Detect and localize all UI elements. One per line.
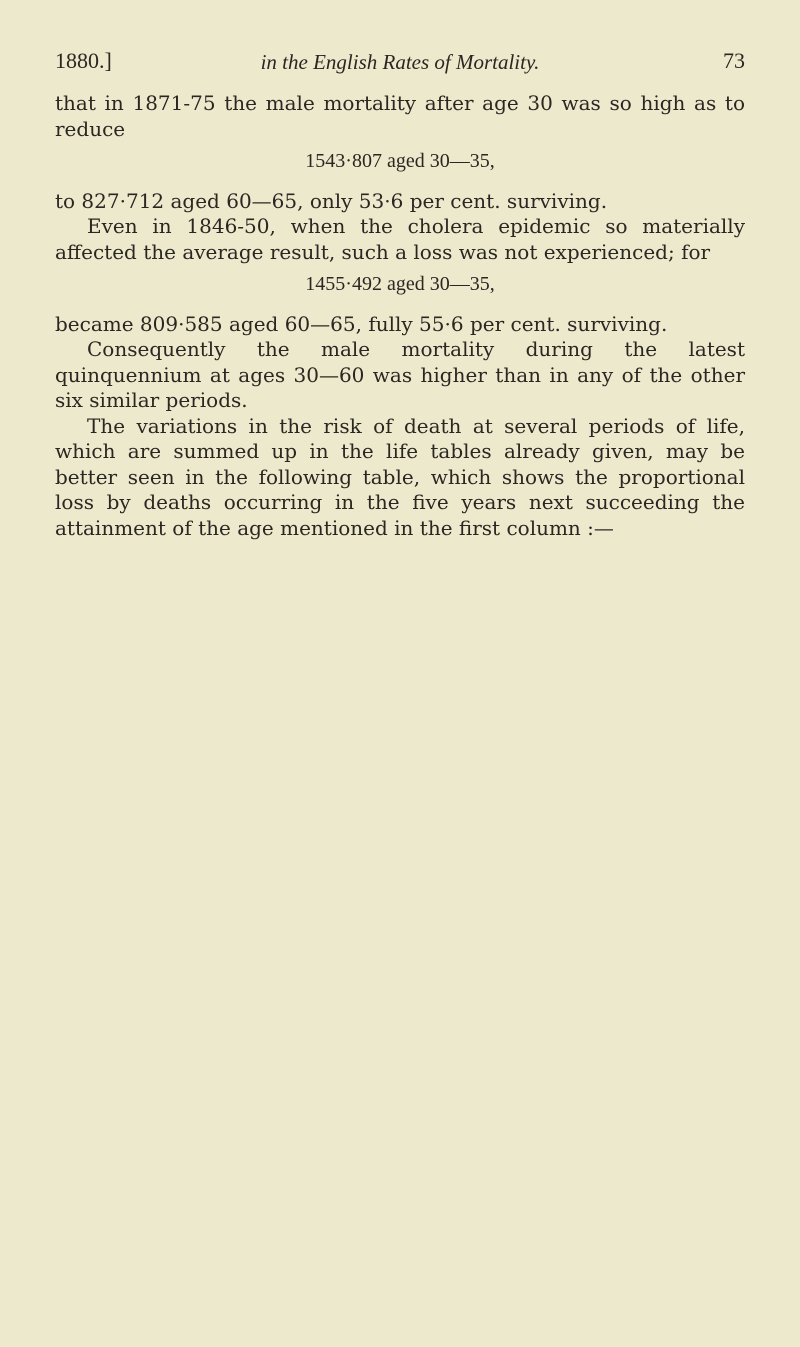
header-title: in the English Rates of Mortality. xyxy=(260,50,540,74)
running-header xyxy=(55,48,745,88)
paragraph: that in 1871-75 the male mortality after age 30 was so high as to reduce xyxy=(55,91,745,141)
paragraph: The variations in the risk of death at several periods of life, which are summed up in the life tables already given, may be better seen in the following table, which shows the proportional loss by deaths occurring in the five years next succeeding the attainment of the age mentioned in the first column :— xyxy=(55,413,745,540)
page-number: 73 xyxy=(723,48,745,73)
paragraph: Consequently the male mortality during the latest quinquennium at ages 30—60 was higher than in any of the other six similar periods. xyxy=(55,337,745,412)
centered-figure-line: 1543·807 aged 30—35, xyxy=(305,150,495,172)
paragraph: Even in 1846-50, when the cholera epidemic so materially affected the average result, such a loss was not experienced; for xyxy=(55,214,745,264)
header-year: 1880.] xyxy=(55,48,112,73)
paragraph: to 827·712 aged 60—65, only 53·6 per cent. surviving. xyxy=(55,188,608,213)
body-text xyxy=(55,91,745,541)
paragraph: became 809·585 aged 60—65, fully 55·6 per cent. surviving. xyxy=(55,311,668,336)
centered-figure-line: 1455·492 aged 30—35, xyxy=(305,273,495,295)
